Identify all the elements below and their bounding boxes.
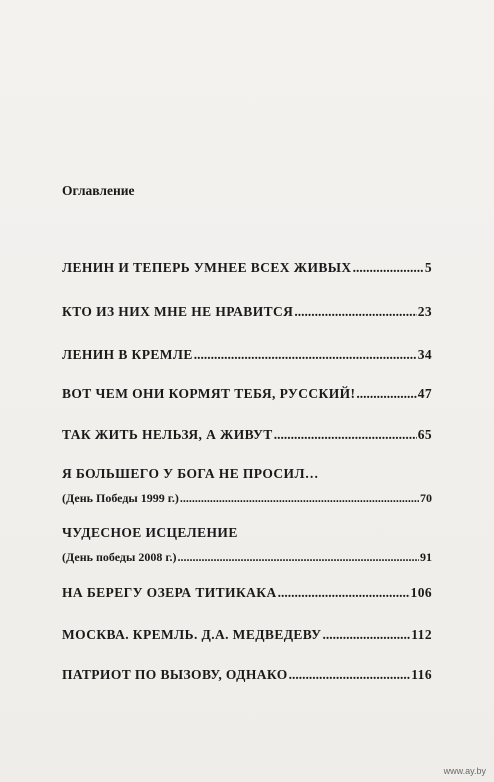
toc-entry[interactable] [62,304,432,320]
leader-dots [322,627,410,643]
leader-dots [356,386,416,402]
leader-dots [353,260,424,276]
toc-entry-title: ПАТРИОТ ПО ВЫЗОВУ, ОДНАКО [62,667,288,682]
toc-entry-page: 70 [420,491,432,505]
toc-entry[interactable] [62,347,432,363]
toc-entry-page: 65 [417,427,432,442]
toc-entry[interactable] [62,260,432,276]
toc-entry-title: ЧУДЕСНОЕ ИСЦЕЛЕНИЕ [62,525,238,540]
leader-dots [289,667,411,683]
toc-entry-page: 34 [417,347,432,362]
toc-entry-title: ЛЕНИН И ТЕПЕРЬ УМНЕЕ ВСЕХ ЖИВЫХ [62,260,352,275]
toc-entry-title: ТАК ЖИТЬ НЕЛЬЗЯ, А ЖИВУТ [62,427,273,442]
toc-entry[interactable] [62,466,432,506]
leader-dots [274,427,417,443]
toc-entry-page: 112 [411,627,432,642]
toc-entry-page: 5 [424,260,432,275]
toc-entry[interactable] [62,627,432,643]
toc-entry[interactable] [62,525,432,565]
toc-entry-title: ВОТ ЧЕМ ОНИ КОРМЯТ ТЕБЯ, РУССКИЙ! [62,386,356,401]
leader-dots [177,549,419,565]
toc-entry-title: НА БЕРЕГУ ОЗЕРА ТИТИКАКА [62,585,277,600]
toc-entry-page: 91 [420,550,432,564]
toc-entry[interactable] [62,386,432,402]
toc-entry-page: 106 [410,585,432,600]
toc-entry-page: 23 [417,304,432,319]
toc-heading: Оглавление [62,183,135,198]
toc-entry-page: 47 [417,386,432,401]
toc-entry-title: Я БОЛЬШЕГО У БОГА НЕ ПРОСИЛ… [62,466,319,481]
leader-dots [194,347,417,363]
watermark: www.ay.by [443,766,486,776]
toc-entry-page: 116 [411,667,432,682]
toc-entry[interactable] [62,667,432,683]
toc-entry-title: МОСКВА. КРЕМЛЬ. Д.А. МЕДВЕДЕВУ [62,627,322,642]
toc-entry-subtitle: (День победы 2008 г.) [62,550,177,564]
toc-entry-title: КТО ИЗ НИХ МНЕ НЕ НРАВИТСЯ [62,304,294,319]
toc-entry[interactable] [62,585,432,601]
toc-entry-title: ЛЕНИН В КРЕМЛЕ [62,347,193,362]
leader-dots [180,490,419,506]
leader-dots [278,585,410,601]
toc-entry[interactable] [62,427,432,443]
toc-entry-subtitle: (День Победы 1999 г.) [62,491,179,505]
leader-dots [294,304,416,320]
